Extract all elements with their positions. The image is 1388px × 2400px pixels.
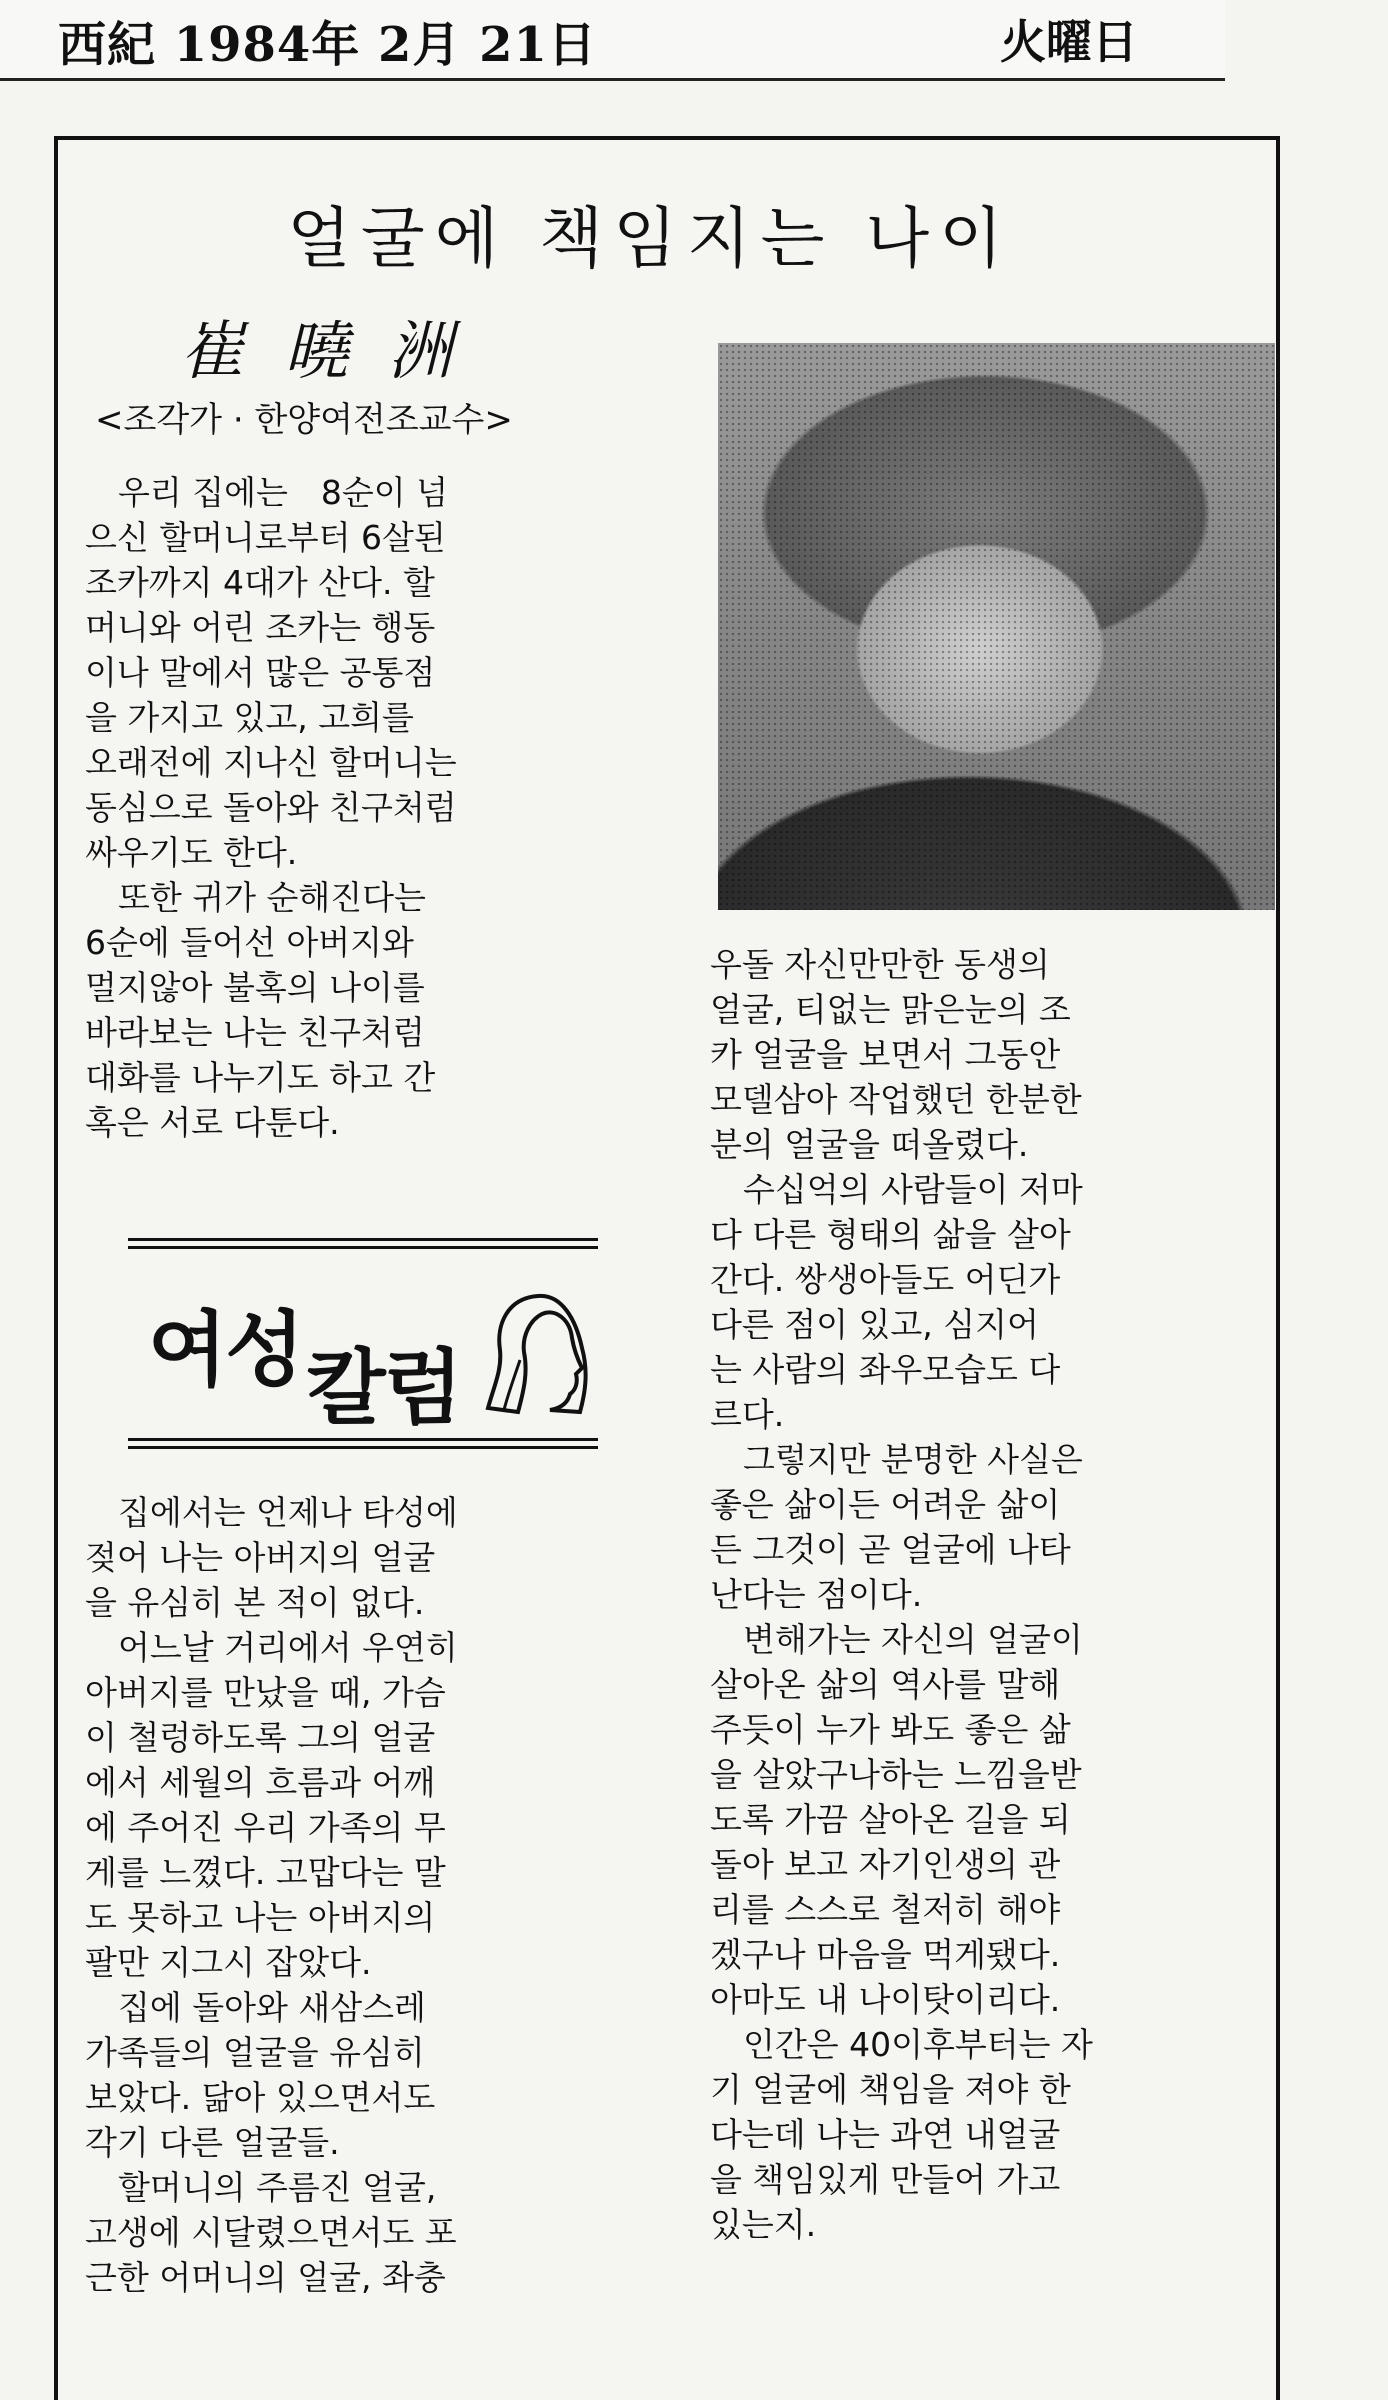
text-line: 인간은 40이후부터는 자 xyxy=(710,2025,1093,2064)
newspaper-header xyxy=(0,0,1225,81)
column-rule-bottom-2 xyxy=(128,1446,598,1449)
text-line: 난다는 점이다. xyxy=(710,1575,923,1614)
text-line: 그렇지만 분명한 사실은 xyxy=(710,1440,1083,1479)
column-rule-top-2 xyxy=(128,1246,598,1249)
text-line: 도 못하고 나는 아버지의 xyxy=(85,1898,436,1937)
text-line: 에서 세월의 흐름과 어깨 xyxy=(85,1763,436,1802)
text-line: 할머니의 주름진 얼굴, xyxy=(85,2168,437,2207)
text-line: 모델삼아 작업했던 한분한 xyxy=(710,1080,1082,1119)
text-line: 각기 다른 얼굴들. xyxy=(85,2123,340,2162)
text-line: 이나 말에서 많은 공통점 xyxy=(85,653,436,692)
column-left-top xyxy=(85,470,457,1145)
text-line: 또한 귀가 순해진다는 xyxy=(85,878,426,917)
text-line: 수십억의 사람들이 저마 xyxy=(710,1170,1083,1209)
text-line: 을 가지고 있고, 고희를 xyxy=(85,698,414,737)
text-line: 을 책임있게 만들어 가고 xyxy=(710,2160,1061,2199)
article-headline: 얼굴에 책임지는 나이 xyxy=(287,200,1013,277)
column-right xyxy=(710,942,1093,2247)
column-left-bottom xyxy=(85,1490,458,2300)
text-line: 기 얼굴에 책임을 져야 한 xyxy=(710,2070,1071,2109)
text-line: 우돌 자신만만한 동생의 xyxy=(710,945,1050,984)
text-line: 카 얼굴을 보면서 그동안 xyxy=(710,1035,1061,1074)
text-line: 에 주어진 우리 가족의 무 xyxy=(85,1808,446,1847)
text-line: 고생에 시달렸으면서도 포 xyxy=(85,2213,457,2252)
text-line: 아마도 내 나이탓이리다. xyxy=(710,1980,1061,2019)
text-line: 대화를 나누기도 하고 간 xyxy=(85,1058,436,1097)
text-line: 든 그것이 곧 얼굴에 나타 xyxy=(710,1530,1071,1569)
text-line: 어느날 거리에서 우연히 xyxy=(85,1628,458,1667)
column-logo-word-1: 여성 xyxy=(148,1303,303,1398)
text-line: 있는지. xyxy=(710,2205,817,2244)
text-line: 을 유심히 본 적이 없다. xyxy=(85,1583,425,1622)
text-line: 오래전에 지나신 할머니는 xyxy=(85,743,457,782)
text-line: 주듯이 누가 봐도 좋은 삶 xyxy=(710,1710,1071,1749)
text-line: 분의 얼굴을 떠올렸다. xyxy=(710,1125,1029,1164)
author-title: <조각가 · 한양여전조교수> xyxy=(95,400,513,440)
text-line: 동심으로 돌아와 친구처럼 xyxy=(85,788,457,827)
text-line: 아버지를 만났을 때, 가슴 xyxy=(85,1673,446,1712)
text-line: 혹은 서로 다툰다. xyxy=(85,1103,340,1142)
text-line: 싸우기도 한다. xyxy=(85,833,298,872)
text-line: 살아온 삶의 역사를 말해 xyxy=(710,1665,1061,1704)
text-line: 돌아 보고 자기인생의 관 xyxy=(710,1845,1061,1884)
text-line: 집에 돌아와 새삼스레 xyxy=(85,1988,426,2027)
portrait-photo xyxy=(718,343,1275,910)
text-line: 도록 가끔 살아온 길을 되 xyxy=(710,1800,1071,1839)
text-line: 바라보는 나는 친구처럼 xyxy=(85,1013,425,1052)
publication-weekday: 火曜日 xyxy=(1000,15,1138,69)
text-line: 조카까지 4대가 산다. 할 xyxy=(85,563,435,602)
text-line: 우리 집에는 8순이 넘 xyxy=(85,473,448,512)
text-line: 가족들의 얼굴을 유심히 xyxy=(85,2033,425,2072)
text-line: 좋은 삶이든 어려운 삶이 xyxy=(710,1485,1061,1524)
text-line: 다는데 나는 과연 내얼굴 xyxy=(710,2115,1061,2154)
column-rule-bottom-1 xyxy=(128,1438,598,1441)
text-line: 멀지않아 불혹의 나이를 xyxy=(85,968,425,1007)
text-line: 변해가는 자신의 얼굴이 xyxy=(710,1620,1083,1659)
text-line: 이 철렁하도록 그의 얼굴 xyxy=(85,1718,436,1757)
text-line: 겠구나 마음을 먹게됐다. xyxy=(710,1935,1061,1974)
text-line: 다 다른 형태의 삶을 살아 xyxy=(710,1215,1071,1254)
column-rule-top-1 xyxy=(128,1238,598,1241)
woman-profile-icon xyxy=(478,1290,590,1418)
author-name: 崔曉洲 xyxy=(180,315,492,389)
text-line: 근한 어머니의 얼굴, 좌충 xyxy=(85,2258,446,2297)
publication-date: 西紀 1984年 2月 21日 xyxy=(58,17,597,73)
text-line: 팔만 지그시 잡았다. xyxy=(85,1943,372,1982)
text-line: 간다. 쌍생아들도 어딘가 xyxy=(710,1260,1061,1299)
text-line: 6순에 들어선 아버지와 xyxy=(85,923,414,962)
text-line: 리를 스스로 철저히 해야 xyxy=(710,1890,1061,1929)
text-line: 젖어 나는 아버지의 얼굴 xyxy=(85,1538,436,1577)
column-logo-word-2: 칼럼 xyxy=(306,1341,461,1436)
text-line: 는 사람의 좌우모습도 다 xyxy=(710,1350,1061,1389)
column-logo-text xyxy=(148,1285,461,1436)
text-line: 게를 느꼈다. 고맙다는 말 xyxy=(85,1853,446,1892)
text-line: 머니와 어린 조카는 행동 xyxy=(85,608,436,647)
text-line: 다른 점이 있고, 심지어 xyxy=(710,1305,1039,1344)
text-line: 을 살았구나하는 느낌을받 xyxy=(710,1755,1082,1794)
text-line: 얼굴, 티없는 맑은눈의 조 xyxy=(710,990,1071,1029)
text-line: 으신 할머니로부터 6살된 xyxy=(85,518,446,557)
text-line: 보았다. 닮아 있으면서도 xyxy=(85,2078,436,2117)
text-line: 르다. xyxy=(710,1395,785,1434)
text-line: 집에서는 언제나 타성에 xyxy=(85,1493,458,1532)
